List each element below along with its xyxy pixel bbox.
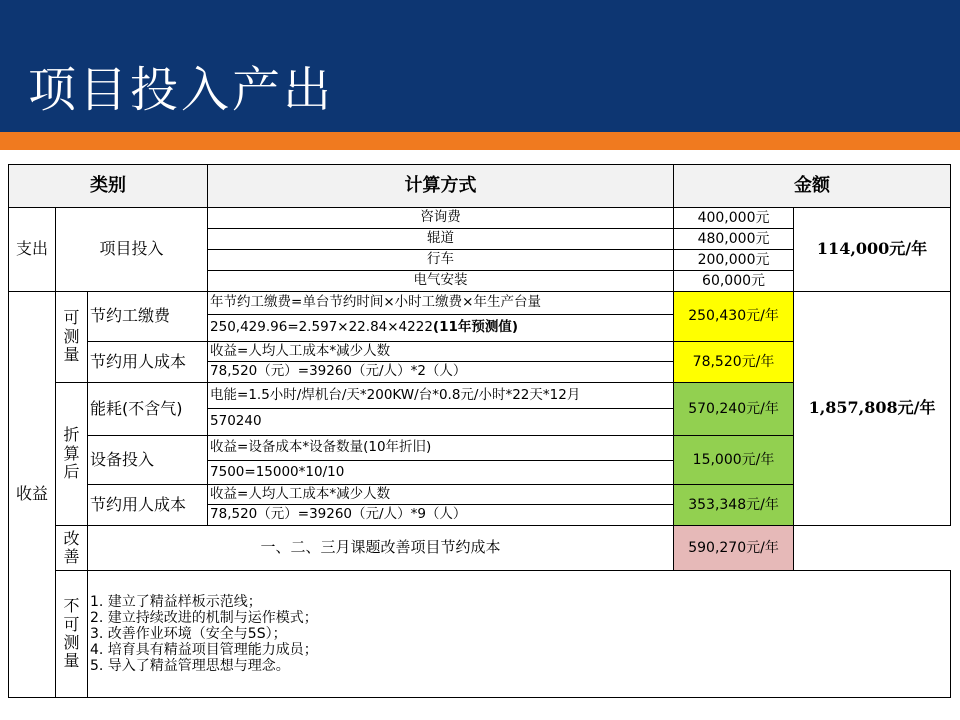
income-total: 1,857,808元/年: [794, 292, 951, 526]
list-item: 3. 改善作业环境（安全与5S）；: [90, 625, 287, 642]
unmeasurable-label: [56, 571, 88, 698]
measurable-amount: 250,430元/年: [674, 292, 794, 342]
accent-stripe: [0, 132, 960, 150]
expense-item: 项目投入: [56, 208, 208, 292]
expense-line-amount: 60,000元: [674, 271, 794, 292]
improvement-description: 一、二、三月课题改善项目节约成本: [88, 526, 674, 571]
depreciation-amount: 353,348元/年: [674, 485, 794, 526]
improvement-label: [56, 526, 88, 571]
list-item: 2. 建立持续改进的机制与运作模式；: [90, 609, 318, 626]
expense-line-amount: 400,000元: [674, 208, 794, 229]
measurable-label-text: 可测量: [63, 308, 80, 365]
improvement-amount: 590,270元/年: [674, 526, 794, 571]
forecast-note: (11年预测值): [432, 319, 519, 336]
measurable-label: [56, 292, 88, 383]
depreciation-label: [56, 383, 88, 526]
header-category: 类别: [9, 165, 208, 208]
measurable-amount: 78,520元/年: [674, 342, 794, 383]
input-output-table: [8, 164, 951, 698]
list-item: 1. 建立了精益样板示范线；: [90, 593, 262, 610]
slide-title: 项目投入产出: [28, 62, 335, 118]
expense-label: 支出: [9, 208, 56, 292]
formula-line: 收益=人均人工成本*减少人数: [208, 342, 674, 362]
unmeasurable-list: [88, 571, 951, 698]
unmeasurable-label-text: 不可测量: [63, 596, 80, 671]
formula-line: [208, 315, 674, 342]
income-label: 收益: [9, 292, 56, 698]
list-item: 4. 培育具有精益项目管理能力成员；: [90, 642, 318, 659]
depreciation-item: 节约用人成本: [88, 485, 208, 526]
expense-line-amount: 480,000元: [674, 229, 794, 250]
header-method: 计算方式: [208, 165, 674, 208]
expense-total: 114,000元/年: [794, 208, 951, 292]
list-item: 5. 导入了精益管理思想与理念。: [90, 658, 290, 675]
depreciation-item: 设备投入: [88, 436, 208, 485]
expense-line-name: 电气安装: [208, 271, 674, 292]
formula-value: 250,429.96=2.597×22.84×4222: [210, 319, 433, 336]
formula-line: 78,520（元）=39260（元/人）*9（人）: [208, 505, 674, 526]
depreciation-label-text: 折算后: [63, 425, 80, 482]
formula-line: 收益=人均人工成本*减少人数: [208, 485, 674, 505]
depreciation-amount: 570,240元/年: [674, 383, 794, 436]
formula-line: 电能=1.5小时/焊机台/天*200KW/台*0.8元/小时*22天*12月: [208, 383, 674, 409]
expense-line-name: 行车: [208, 250, 674, 271]
formula-line: 570240: [208, 409, 674, 436]
formula-line: 收益=设备成本*设备数量(10年折旧): [208, 436, 674, 461]
expense-line-name: 咨询费: [208, 208, 674, 229]
measurable-item: 节约工缴费: [88, 292, 208, 342]
measurable-item: 节约用人成本: [88, 342, 208, 383]
formula-line: 7500=15000*10/10: [208, 461, 674, 485]
improvement-label-text: 改善: [63, 528, 80, 566]
depreciation-amount: 15,000元/年: [674, 436, 794, 485]
depreciation-item: 能耗(不含气): [88, 383, 208, 436]
header-amount: 金额: [674, 165, 951, 208]
expense-line-name: 辊道: [208, 229, 674, 250]
expense-line-amount: 200,000元: [674, 250, 794, 271]
formula-line: 78,520（元）=39260（元/人）*2（人）: [208, 362, 674, 383]
formula-line: 年节约工缴费=单台节约时间×小时工缴费×年生产台量: [208, 292, 674, 315]
